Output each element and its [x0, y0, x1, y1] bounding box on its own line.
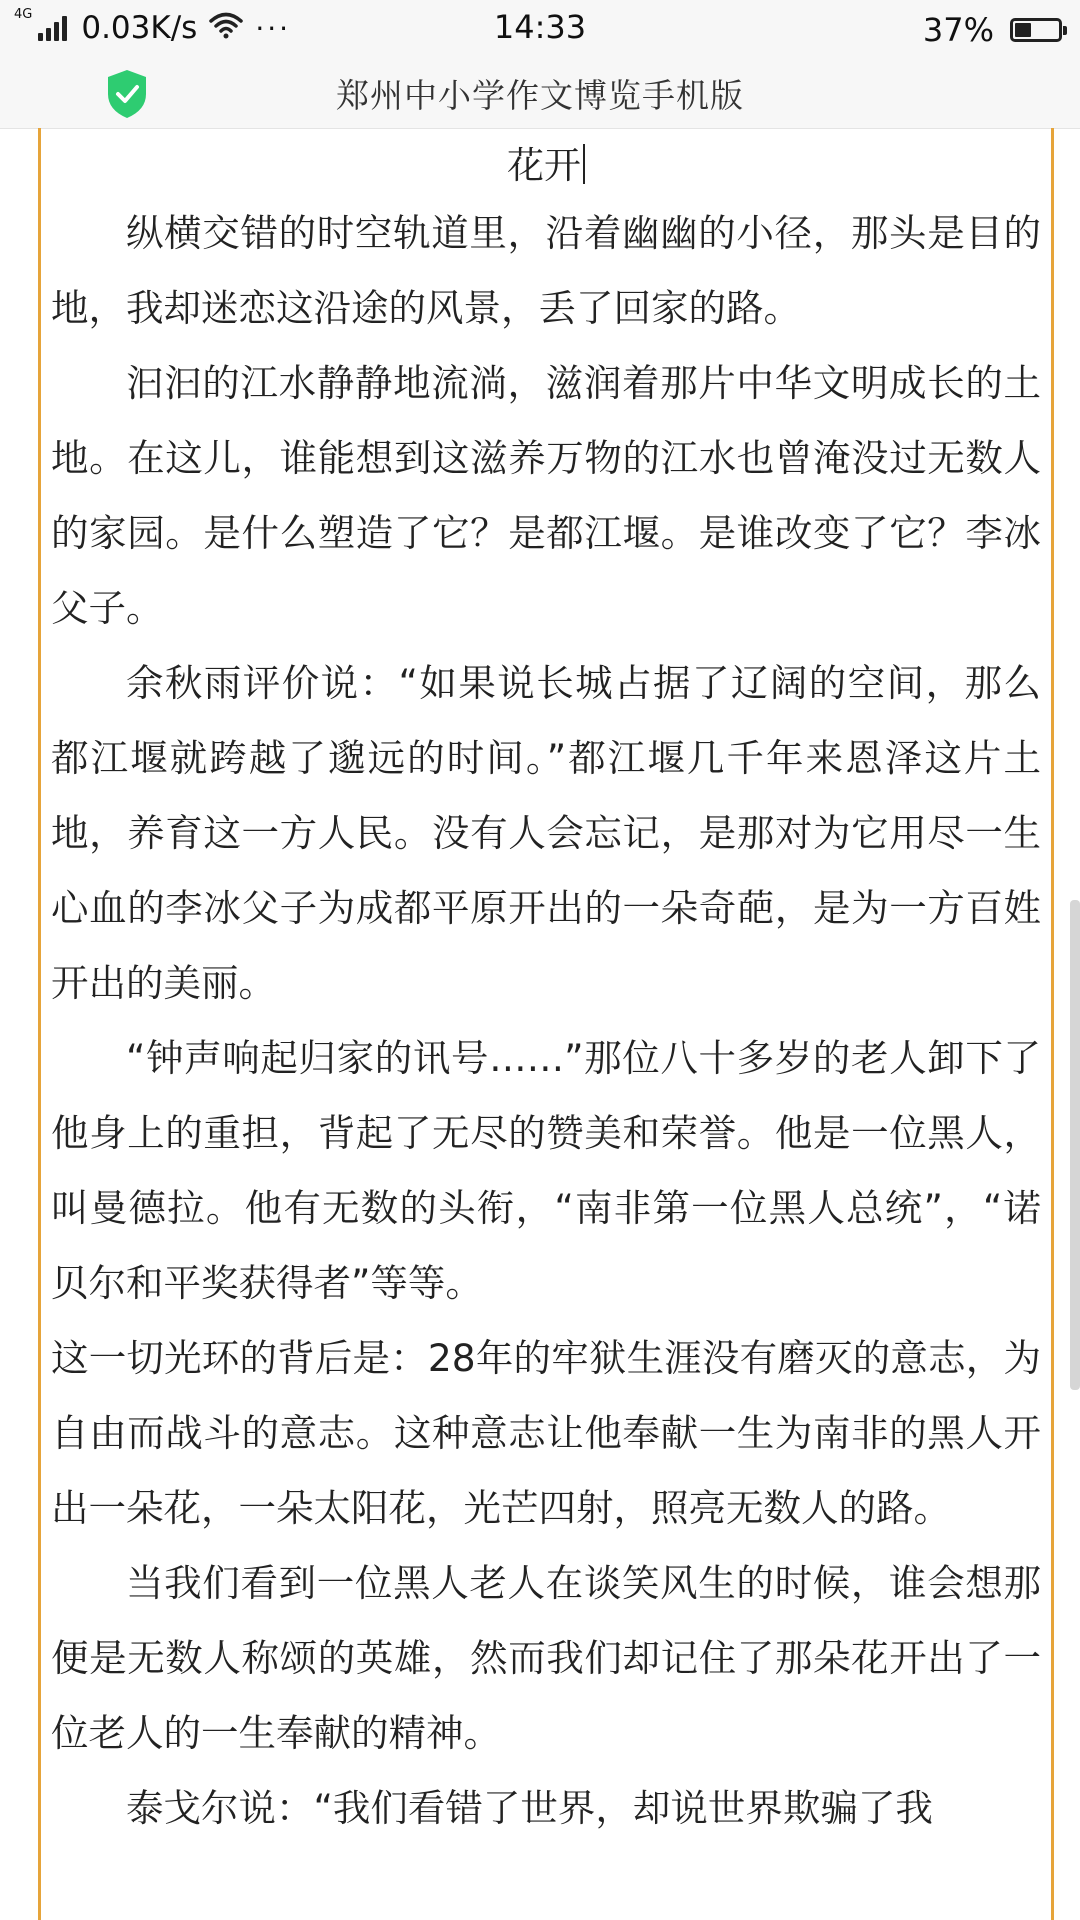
text-cursor — [583, 144, 585, 184]
more-notifications-icon: ··· — [255, 11, 292, 45]
article-paragraph: 纵横交错的时空轨道里，沿着幽幽的小径，那头是目的地，我却迷恋这沿途的风景，丢了回家的路。 — [51, 211, 1041, 330]
article-paragraph: 余秋雨评价说：“如果说长城占据了辽阔的空间，那么都江堰就跨越了邈远的时间。”都江堰几千年来恩泽这片土地，养育这一方人民。没有人会忘记，是那对为它用尽一生心血的李冰父子为成都平原开出的一朵奇葩，是为一方百姓开出的美丽。 — [51, 661, 1041, 1005]
browser-title-bar — [0, 58, 1080, 129]
essay-title — [51, 136, 1041, 196]
page-title: 郑州中小学作文博览手机版 — [336, 76, 744, 115]
battery-percent: 37% — [922, 11, 994, 49]
article-paragraph: 汩汩的江水静静地流淌，滋润着那片中华文明成长的土地。在这儿，谁能想到这滋养万物的江水也曾淹没过无数人的家园。是什么塑造了它？是都江堰。是谁改变了它？李冰父子。 — [51, 361, 1041, 630]
network-type: 4G — [14, 6, 33, 22]
essay-title-text: 花开 — [507, 144, 581, 187]
clock: 14:33 — [493, 8, 587, 46]
article-paragraph: 当我们看到一位黑人老人在谈笑风生的时候，谁会想那便是无数人称颂的英雄，然而我们却记住了那朵花开出了一位老人的一生奉献的精神。 — [51, 1561, 1041, 1755]
network-speed: 0.03K/s — [81, 10, 198, 46]
article-paragraph: “钟声响起归家的讯号……”那位八十多岁的老人卸下了他身上的重担，背起了无尽的赞美和荣誉。他是一位黑人，叫曼德拉。他有无数的头衔，“南非第一位黑人总统”，“诺贝尔和平奖获得者”等等。 — [51, 1036, 1041, 1305]
battery-fill — [1015, 23, 1031, 37]
article-content — [38, 128, 1054, 1920]
status-right — [923, 8, 1062, 52]
paragraph-list — [51, 196, 1041, 1846]
article-paragraph: 这一切光环的背后是：28年的牢狱生涯没有磨灭的意志，为自由而战斗的意志。这种意志让他奉献一生为南非的黑人开出一朵花，一朵太阳花，光芒四射，照亮无数人的路。 — [51, 1336, 1041, 1530]
status-bar — [0, 0, 1080, 58]
article-paragraph: 泰戈尔说：“我们看错了世界，却说世界欺骗了我 — [126, 1786, 933, 1830]
battery-icon — [1010, 18, 1062, 42]
scrollbar[interactable] — [1070, 900, 1080, 1390]
